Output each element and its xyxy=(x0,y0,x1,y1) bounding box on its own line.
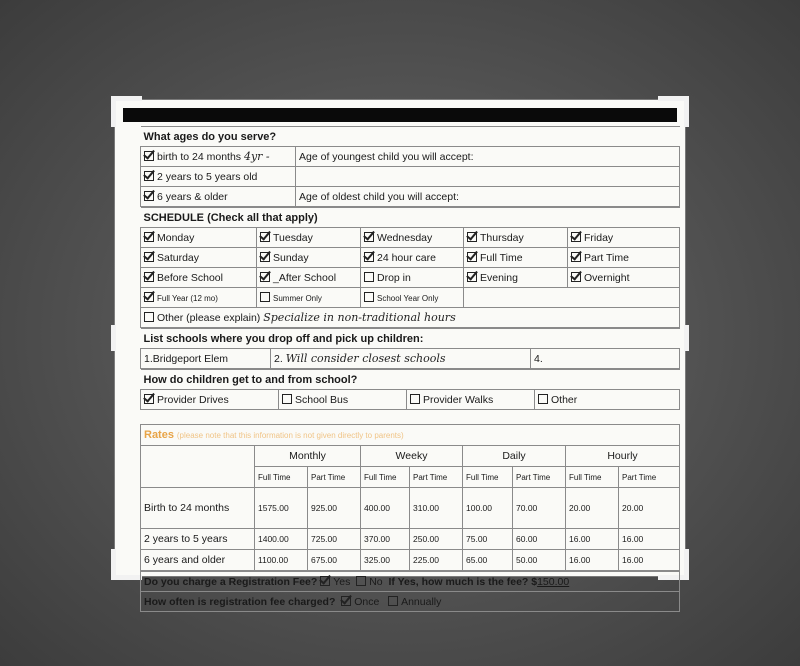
rate-cell: 50.00 xyxy=(513,550,566,571)
schedule-subheading: (Check all that apply) xyxy=(207,211,318,224)
checkbox-icon xyxy=(356,576,366,586)
other-handwritten: Specialize in non-traditional hours xyxy=(263,311,456,324)
checkbox-icon xyxy=(538,394,548,404)
sched-sunday xyxy=(257,248,361,268)
sched-after-school xyxy=(257,268,361,288)
year-label: Full Year (12 mo) xyxy=(157,294,218,303)
document-form xyxy=(140,126,680,612)
registration-fee-label: If Yes, how much is the fee? $ xyxy=(388,575,538,588)
crop-frame xyxy=(115,100,685,608)
check-icon xyxy=(144,252,154,262)
school-2 xyxy=(271,349,531,369)
rates-subhead: Part Time xyxy=(619,467,680,488)
transport-provider-walks xyxy=(407,390,535,410)
year-summer xyxy=(257,288,361,308)
sched-label: Drop in xyxy=(377,271,411,284)
school-4: 4. xyxy=(531,349,680,369)
rates-note: (please note that this information is not given directly to parents) xyxy=(176,431,404,440)
school-2-handwritten: Will consider closest schools xyxy=(285,352,446,365)
rates-row-label: 2 years to 5 years xyxy=(141,529,255,550)
registration-table xyxy=(140,571,680,612)
registration-fee-value: 150.00 xyxy=(537,575,570,588)
check-icon xyxy=(144,394,154,404)
transport-title: How do children get to and from school? xyxy=(141,370,680,390)
sched-wednesday xyxy=(361,228,464,248)
check-icon xyxy=(144,171,154,181)
rates-subhead: Part Time xyxy=(308,467,361,488)
age-row-3 xyxy=(141,187,296,207)
other-row xyxy=(141,308,680,328)
registration-row xyxy=(141,572,680,592)
check-icon xyxy=(364,232,374,242)
schools-title: List schools where you drop off and pick up children: xyxy=(141,329,680,349)
check-icon xyxy=(364,252,374,262)
checkbox-icon xyxy=(282,394,292,404)
rates-group-hourly: Hourly xyxy=(566,446,680,467)
year-school xyxy=(361,288,464,308)
sched-before-school xyxy=(141,268,257,288)
rate-cell: 225.00 xyxy=(410,550,463,571)
rates-header xyxy=(141,425,680,446)
rates-title: Rates xyxy=(144,429,174,441)
checkbox-icon xyxy=(388,596,398,606)
sched-label: 24 hour care xyxy=(377,251,436,264)
rates-group-daily: Daily xyxy=(463,446,566,467)
check-icon xyxy=(467,252,477,262)
sched-label: Saturday xyxy=(157,251,200,264)
rates-corner xyxy=(141,446,255,488)
checkbox-icon xyxy=(364,272,374,282)
rate-cell: 20.00 xyxy=(566,488,619,529)
age-blank xyxy=(296,167,680,187)
rate-cell: 16.00 xyxy=(619,550,680,571)
check-icon xyxy=(144,272,154,282)
sched-label: Before School xyxy=(157,271,223,284)
rate-cell: 925.00 xyxy=(308,488,361,529)
transport-school-bus xyxy=(279,390,407,410)
check-icon xyxy=(144,292,154,302)
sched-label: Monday xyxy=(157,231,195,244)
redaction-bar xyxy=(123,108,677,122)
check-icon xyxy=(144,191,154,201)
sched-saturday xyxy=(141,248,257,268)
sched-label: Friday xyxy=(584,231,614,244)
youngest-age-field: Age of youngest child you will accept: xyxy=(296,147,680,167)
age-row-1 xyxy=(141,147,296,167)
registration-no: No xyxy=(369,575,383,588)
registration-frequency-question: How often is registration fee charged? xyxy=(144,595,336,608)
sched-fulltime xyxy=(464,248,568,268)
spacer xyxy=(140,410,680,424)
sched-label: _After School xyxy=(273,271,337,284)
sched-friday xyxy=(568,228,680,248)
rates-subhead: Part Time xyxy=(410,467,463,488)
crop-handle-bottom-left[interactable] xyxy=(111,549,142,580)
sched-label: Sunday xyxy=(273,251,309,264)
rate-cell: 20.00 xyxy=(619,488,680,529)
rate-cell: 65.00 xyxy=(463,550,513,571)
school-1: 1.Bridgeport Elem xyxy=(141,349,271,369)
age-label: birth to 24 months xyxy=(157,151,242,163)
age-row-2 xyxy=(141,167,296,187)
checkbox-icon xyxy=(364,292,374,302)
rate-cell: 325.00 xyxy=(361,550,410,571)
transport-label: Other xyxy=(551,393,578,406)
year-label: Summer Only xyxy=(273,294,322,303)
sched-parttime xyxy=(568,248,680,268)
registration-question: Do you charge a Registration Fee? xyxy=(144,575,318,588)
rate-cell: 70.00 xyxy=(513,488,566,529)
ages-title: What ages do you serve? xyxy=(141,127,680,147)
sched-thursday xyxy=(464,228,568,248)
check-icon xyxy=(144,232,154,242)
rates-row-label: 6 years and older xyxy=(141,550,255,571)
checkbox-icon xyxy=(260,292,270,302)
sched-monday xyxy=(141,228,257,248)
checkbox-icon xyxy=(410,394,420,404)
schedule-heading: SCHEDULE xyxy=(143,211,205,224)
rates-subhead: Full Time xyxy=(566,467,619,488)
rate-cell: 1100.00 xyxy=(255,550,308,571)
sched-label: Thursday xyxy=(480,231,524,244)
other-label: Other (please explain) xyxy=(157,312,261,324)
check-icon xyxy=(571,252,581,262)
transport-label: School Bus xyxy=(295,393,349,406)
rate-cell: 16.00 xyxy=(619,529,680,550)
check-icon xyxy=(260,232,270,242)
rate-cell: 60.00 xyxy=(513,529,566,550)
sched-drop-in xyxy=(361,268,464,288)
rate-cell: 370.00 xyxy=(361,529,410,550)
rates-row-label: Birth to 24 months xyxy=(141,488,255,529)
registration-frequency-row xyxy=(141,592,680,612)
transport-other xyxy=(535,390,680,410)
rate-cell: 16.00 xyxy=(566,550,619,571)
schools-table xyxy=(140,328,680,369)
check-icon xyxy=(467,232,477,242)
transport-table xyxy=(140,369,680,410)
rate-cell: 75.00 xyxy=(463,529,513,550)
rates-group-monthly: Monthly xyxy=(255,446,361,467)
crop-handle-right[interactable] xyxy=(684,325,689,351)
registration-annually: Annually xyxy=(401,595,442,608)
rate-cell: 400.00 xyxy=(361,488,410,529)
check-icon xyxy=(320,576,330,586)
transport-provider-drives xyxy=(141,390,279,410)
rate-cell: 1575.00 xyxy=(255,488,308,529)
crop-handle-left[interactable] xyxy=(111,325,116,351)
registration-once: Once xyxy=(354,595,380,608)
sched-label: Wednesday xyxy=(377,231,433,244)
rate-cell: 310.00 xyxy=(410,488,463,529)
rates-group-weekly: Weeky xyxy=(361,446,463,467)
rate-cell: 675.00 xyxy=(308,550,361,571)
ages-table xyxy=(140,126,680,207)
schedule-title xyxy=(141,208,680,228)
check-icon xyxy=(571,232,581,242)
sched-label: Full Time xyxy=(480,251,523,264)
sched-overnight xyxy=(568,268,680,288)
handwritten-note: 4yr - xyxy=(243,150,270,163)
year-full xyxy=(141,288,257,308)
transport-label: Provider Walks xyxy=(423,393,494,406)
transport-label: Provider Drives xyxy=(157,393,229,406)
check-icon xyxy=(571,272,581,282)
rate-cell: 100.00 xyxy=(463,488,513,529)
check-icon xyxy=(341,596,351,606)
check-icon xyxy=(467,272,477,282)
year-blank xyxy=(464,288,680,308)
sched-tuesday xyxy=(257,228,361,248)
check-icon xyxy=(260,272,270,282)
school-2-number: 2. xyxy=(274,353,283,365)
registration-yes: Yes xyxy=(333,575,351,588)
age-label: 2 years to 5 years old xyxy=(157,170,258,183)
checkbox-icon xyxy=(144,312,154,322)
sched-evening xyxy=(464,268,568,288)
check-icon xyxy=(144,151,154,161)
rates-subhead: Full Time xyxy=(361,467,410,488)
rates-table xyxy=(140,424,680,571)
rates-subhead: Full Time xyxy=(463,467,513,488)
rates-subhead: Part Time xyxy=(513,467,566,488)
rate-cell: 250.00 xyxy=(410,529,463,550)
sched-label: Tuesday xyxy=(273,231,313,244)
rate-cell: 16.00 xyxy=(566,529,619,550)
rates-subhead: Full Time xyxy=(255,467,308,488)
sched-label: Overnight xyxy=(584,271,630,284)
rate-cell: 725.00 xyxy=(308,529,361,550)
check-icon xyxy=(260,252,270,262)
year-label: School Year Only xyxy=(377,294,439,303)
sched-label: Part Time xyxy=(584,251,629,264)
age-label: 6 years & older xyxy=(157,190,228,203)
schedule-table xyxy=(140,207,680,328)
oldest-age-field: Age of oldest child you will accept: xyxy=(296,187,680,207)
rate-cell: 1400.00 xyxy=(255,529,308,550)
sched-label: Evening xyxy=(480,271,518,284)
sched-24hour xyxy=(361,248,464,268)
